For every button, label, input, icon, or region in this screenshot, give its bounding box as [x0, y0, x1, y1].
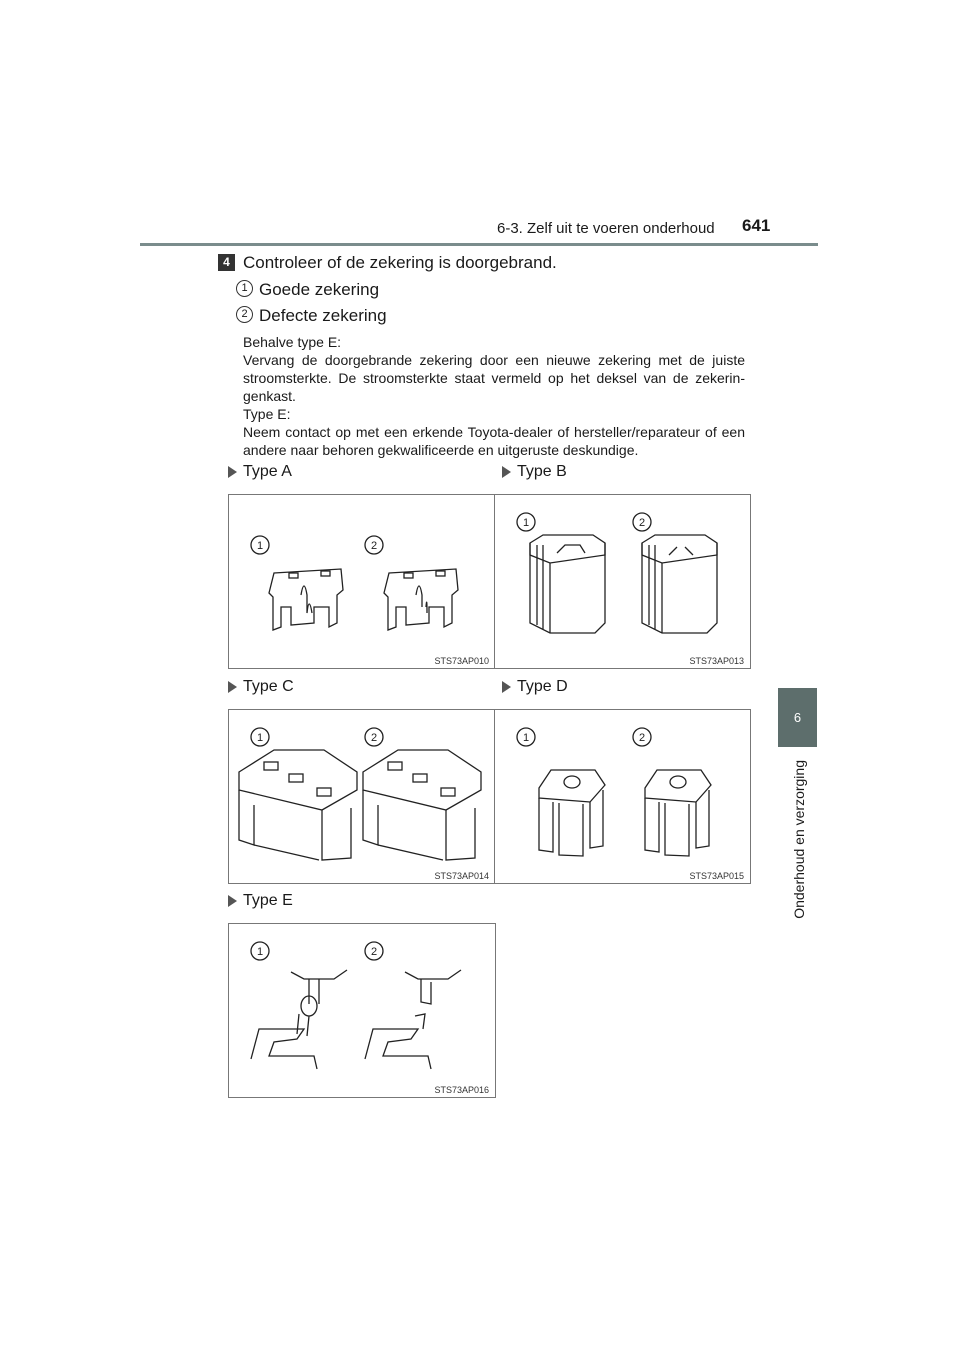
- note-heading: Type E:: [243, 406, 291, 422]
- note-body: Vervang de doorgebrande zekering door een nieuwe zekering met de juiste stroomsterkte. De stroomsterkte staat vermeld op het deksel van de zekerin-genkast.: [243, 352, 745, 404]
- type-e-label: Type E: [228, 892, 293, 910]
- type-c-label: Type C: [228, 678, 294, 696]
- section-title: 6-3. Zelf uit te voeren onderhoud: [497, 220, 715, 237]
- page-number: 641: [742, 216, 771, 235]
- fig-d-number-1: 1: [522, 732, 530, 744]
- figure-type-b: [494, 494, 751, 669]
- figure-type-d: [494, 709, 751, 884]
- cartridge-fuse-illustration: [495, 495, 750, 668]
- figure-code: STS73AP015: [689, 871, 744, 881]
- note-heading: Behalve type E:: [243, 334, 342, 350]
- step-number-badge: 4: [218, 254, 235, 271]
- triangle-bullet-icon: [228, 466, 237, 478]
- triangle-bullet-icon: [502, 681, 511, 693]
- fig-a-number-1: 1: [256, 540, 264, 552]
- figure-type-e: [228, 923, 496, 1098]
- fig-c-number-2: 2: [370, 732, 378, 744]
- blown-fuse-badge: 2: [236, 306, 253, 323]
- good-fuse-badge: 1: [236, 280, 253, 297]
- chapter-label: Onderhoud en verzorging: [791, 760, 807, 919]
- figure-code: STS73AP016: [434, 1085, 489, 1095]
- note-except-type-e: [243, 333, 745, 405]
- step-instruction: Controleer of de zekering is doorgebrand.: [243, 253, 557, 272]
- fig-a-number-2: 2: [370, 540, 378, 552]
- block-fuse-illustration: [229, 710, 495, 883]
- header-divider: [140, 243, 818, 246]
- type-d-label: Type D: [502, 678, 568, 696]
- figure-type-a: [228, 494, 496, 669]
- figure-type-c: [228, 709, 496, 884]
- chapter-tab: 6: [778, 688, 817, 747]
- good-fuse-label: Goede zekering: [259, 280, 380, 299]
- triangle-bullet-icon: [502, 466, 511, 478]
- triangle-bullet-icon: [228, 681, 237, 693]
- figure-code: STS73AP010: [434, 656, 489, 666]
- figure-code: STS73AP013: [689, 656, 744, 666]
- fusible-link-illustration: [229, 924, 495, 1097]
- fig-b-number-2: 2: [638, 517, 646, 529]
- note-body: Neem contact op met een erkende Toyota-dealer of hersteller/reparateur of een andere naar behoren gekwalificeerde en uitgeruste deskundige.: [243, 424, 745, 458]
- blade-fuse-illustration: [229, 495, 495, 668]
- type-b-label: Type B: [502, 463, 567, 481]
- fig-b-number-1: 1: [522, 517, 530, 529]
- fig-d-number-2: 2: [638, 732, 646, 744]
- figure-code: STS73AP014: [434, 871, 489, 881]
- fig-c-number-1: 1: [256, 732, 264, 744]
- fig-e-number-2: 2: [370, 946, 378, 958]
- bolt-fuse-illustration: [495, 710, 750, 883]
- blown-fuse-label: Defecte zekering: [259, 306, 387, 325]
- fig-e-number-1: 1: [256, 946, 264, 958]
- triangle-bullet-icon: [228, 895, 237, 907]
- type-a-label: Type A: [228, 463, 292, 481]
- note-type-e: [243, 405, 745, 459]
